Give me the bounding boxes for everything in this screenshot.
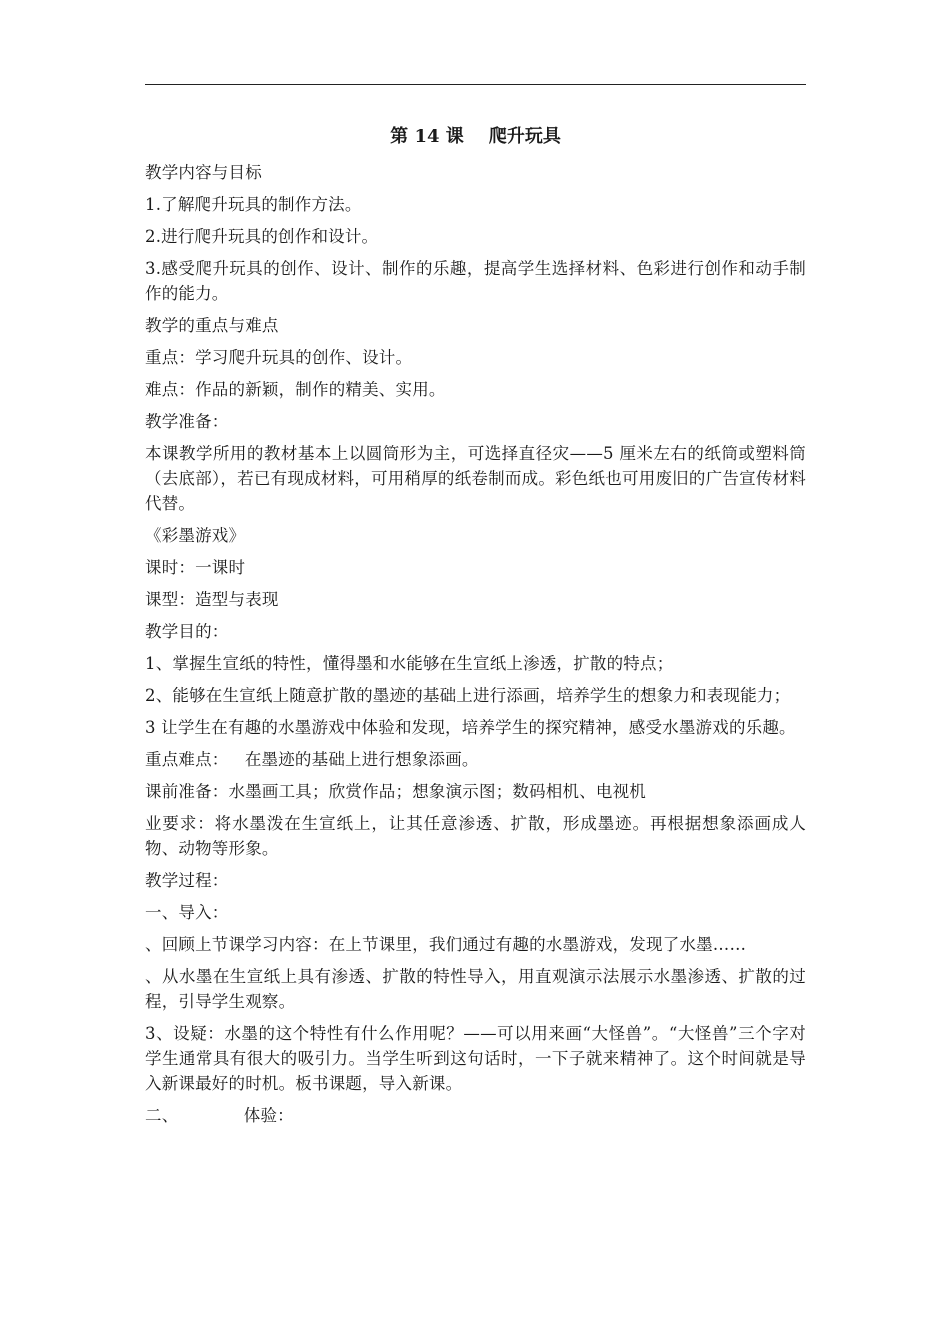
paragraph: 、回顾上节课学习内容：在上节课里，我们通过有趣的水墨游戏，发现了水墨…… — [145, 935, 747, 954]
header-rule — [145, 84, 806, 85]
paragraph: 教学目的： — [145, 622, 229, 641]
paragraph: 重点难点： 在墨迹的基础上进行想象添画。 — [145, 750, 479, 769]
paragraph: 3 让学生在有趣的水墨游戏中体验和发现，培养学生的探究精神，感受水墨游戏的乐趣。 — [145, 718, 796, 737]
paragraph: 1.了解爬升玩具的制作方法。 — [145, 195, 362, 214]
paragraph: 2、能够在生宣纸上随意扩散的墨迹的基础上进行添画，培养学生的想象力和表现能力； — [145, 686, 791, 705]
paragraph: 教学准备： — [145, 412, 229, 431]
paragraph: 《彩墨游戏》 — [145, 526, 246, 545]
paragraph: 课时：一课时 — [145, 558, 246, 577]
paragraph: 教学过程： — [145, 871, 229, 890]
paragraph: 课型：造型与表现 — [145, 590, 279, 609]
paragraph: 业要求：将水墨泼在生宣纸上，让其任意渗透、扩散，形成墨迹。再根据想象添画成人物、动物等形象。 — [145, 814, 806, 858]
paragraph: 2.进行爬升玩具的创作和设计。 — [145, 227, 379, 246]
paragraph: 3、设疑：水墨的这个特性有什么作用呢？——可以用来画“大怪兽”。“大怪兽”三个字对学生通常具有很大的吸引力。当学生听到这句话时，一下子就来精神了。这个时间就是导入新课最好的时机。板书课题，导入新课。 — [145, 1024, 806, 1093]
paragraph: 二、 体验： — [145, 1106, 294, 1125]
paragraph: 、从水墨在生宣纸上具有渗透、扩散的特性导入，用直观演示法展示水墨渗透、扩散的过程，引导学生观察。 — [145, 967, 806, 1011]
lesson-title: 第 14 课 爬升玩具 — [390, 126, 561, 147]
paragraph: 1、掌握生宣纸的特性，懂得墨和水能够在生宣纸上渗透，扩散的特点； — [145, 654, 674, 673]
paragraph: 难点：作品的新颖，制作的精美、实用。 — [145, 380, 446, 399]
paragraph: 课前准备：水墨画工具；欣赏作品；想象演示图；数码相机、电视机 — [145, 782, 646, 801]
paragraph: 教学内容与目标 — [145, 163, 262, 182]
paragraph: 教学的重点与难点 — [145, 316, 279, 335]
paragraph: 本课教学所用的教材基本上以圆筒形为主，可选择直径灾——5 厘米左右的纸筒或塑料筒（去底部），若已有现成材料，可用稍厚的纸卷制而成。彩色纸也可用废旧的广告宣传材料代替。 — [145, 444, 806, 513]
paragraph: 重点：学习爬升玩具的创作、设计。 — [145, 348, 413, 367]
paragraph: 一、导入： — [145, 903, 229, 922]
paragraph: 3.感受爬升玩具的创作、设计、制作的乐趣，提高学生选择材料、色彩进行创作和动手制作的能力。 — [145, 259, 806, 303]
document-page — [145, 124, 806, 1135]
